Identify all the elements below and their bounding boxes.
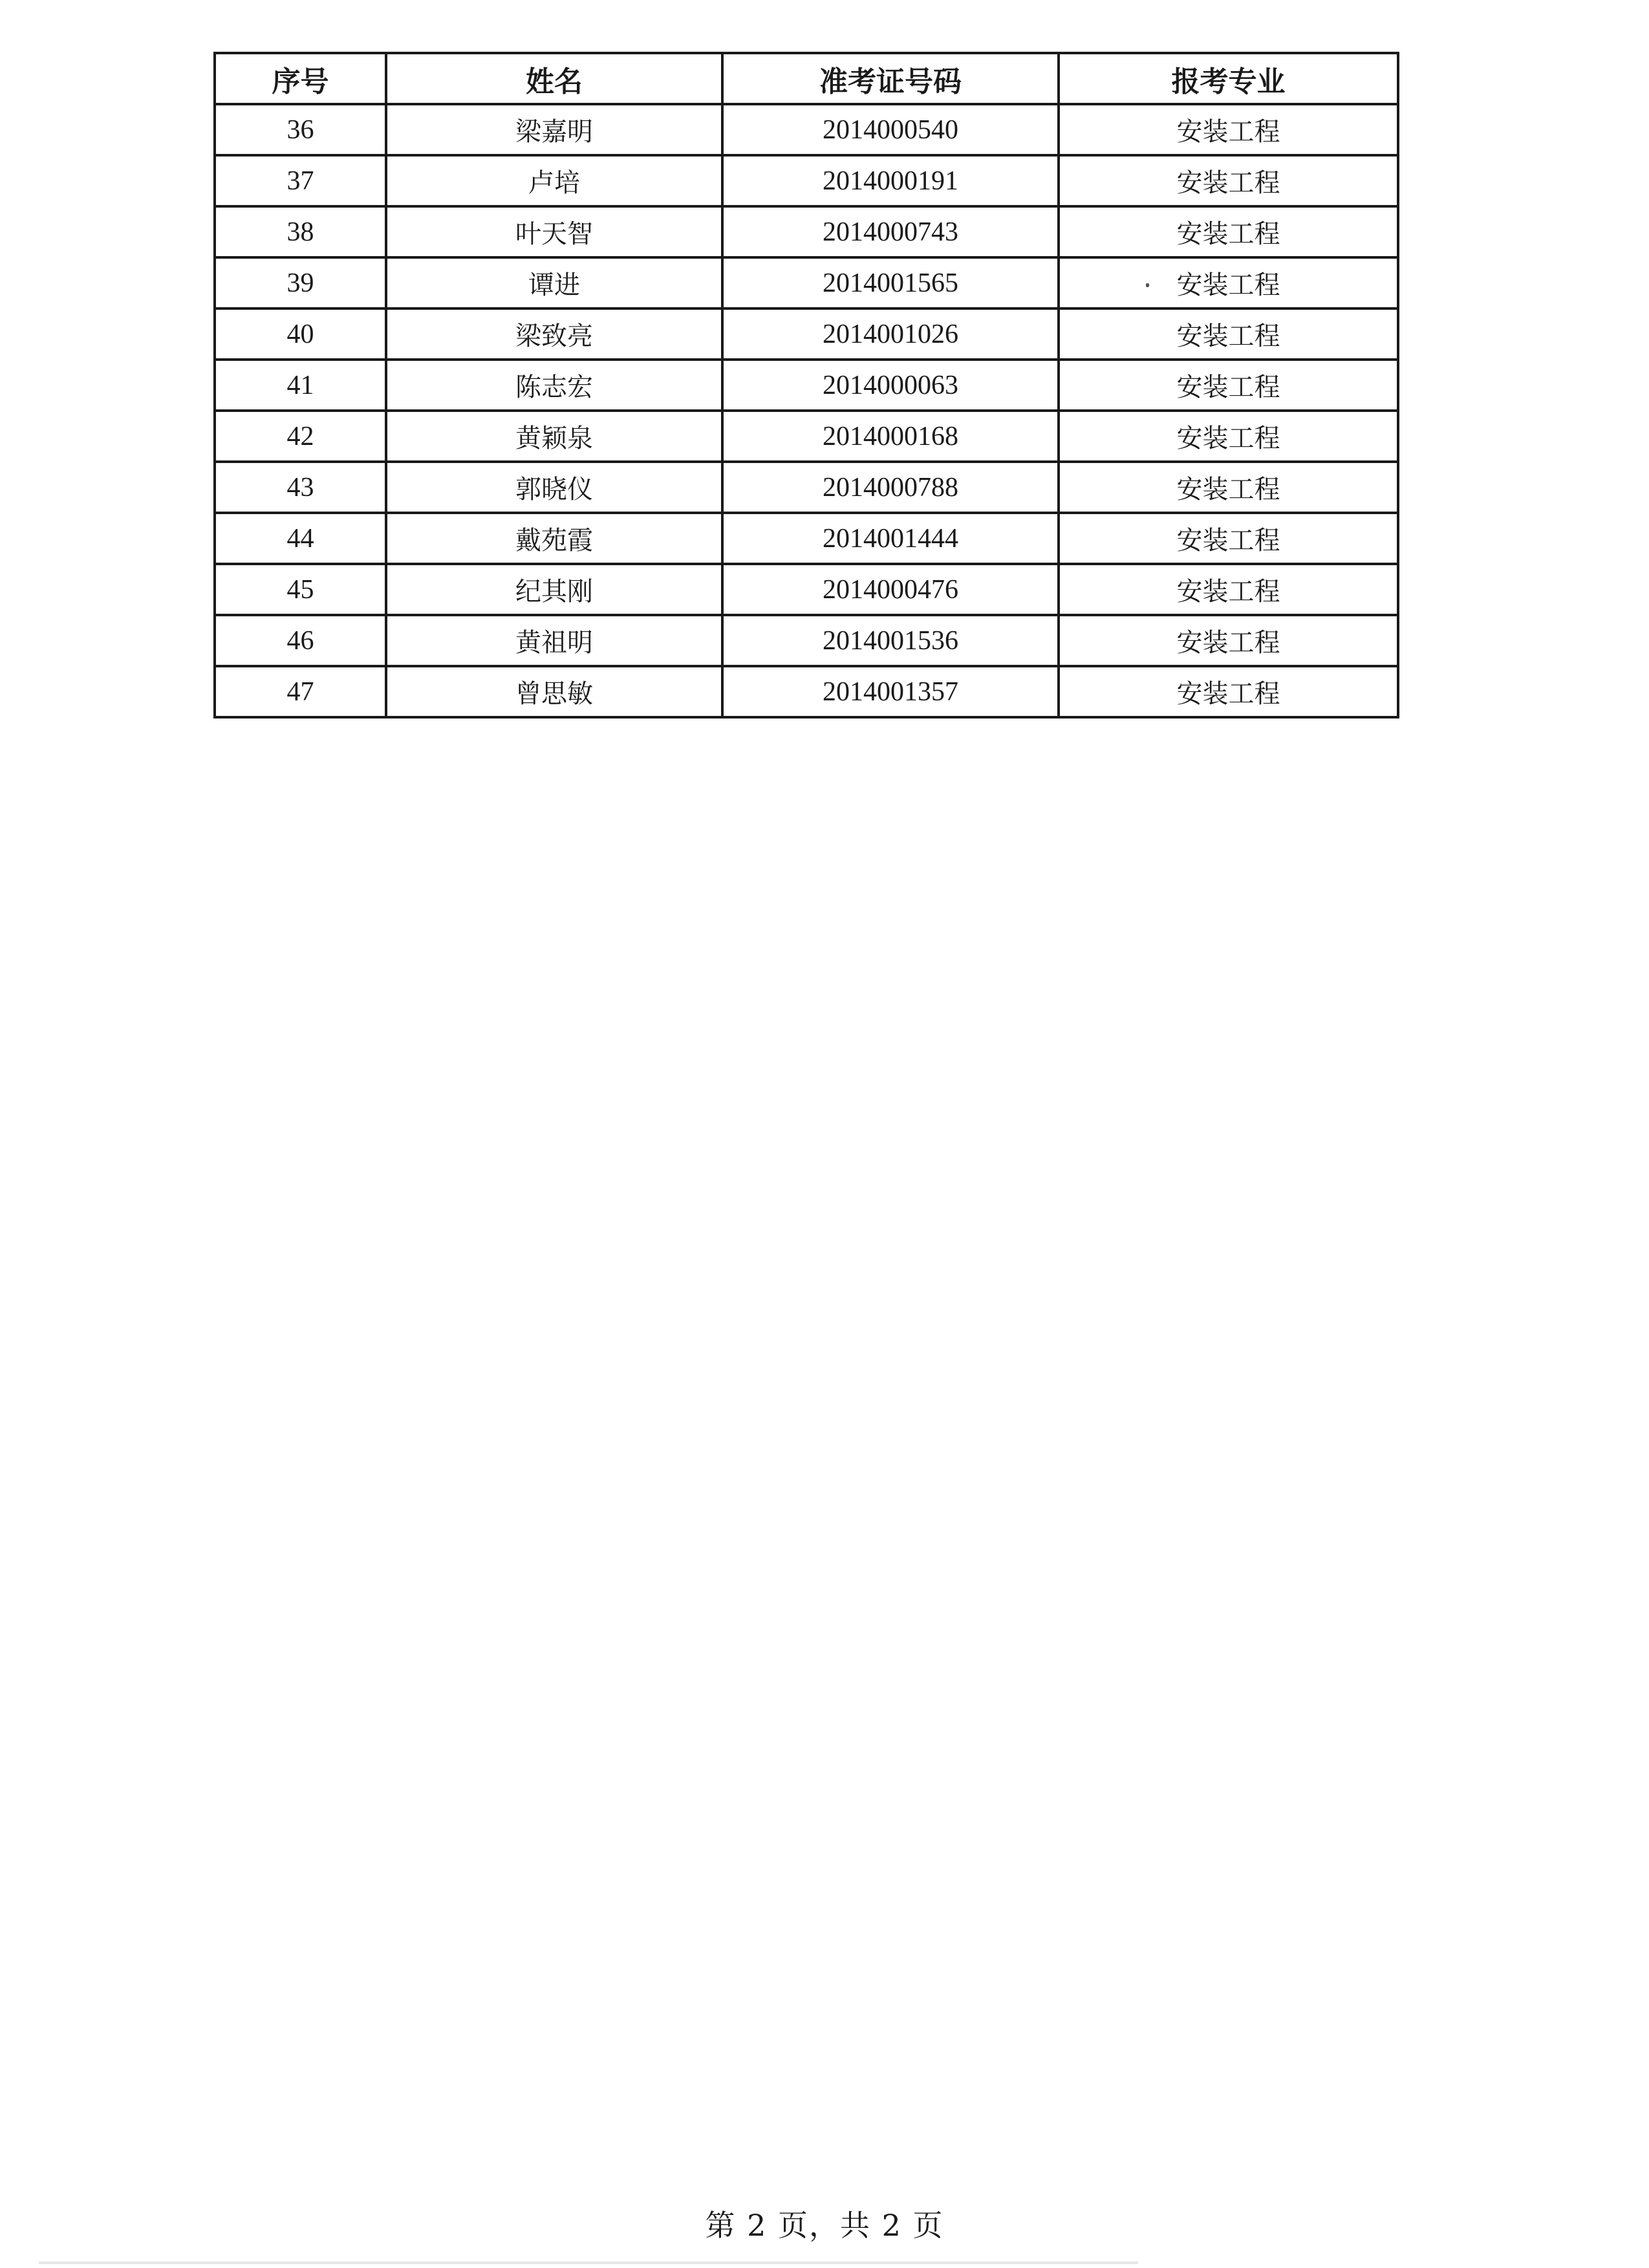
cell-major: 安装工程 — [1059, 666, 1398, 717]
cell-major: 安装工程 — [1059, 462, 1398, 513]
table-row — [215, 513, 1398, 564]
cell-name: 叶天智 — [386, 206, 722, 257]
cell-name: 郭晓仪 — [386, 462, 722, 513]
cell-major: 安装工程 — [1059, 308, 1398, 360]
cell-ticket-number: 2014000168 — [722, 411, 1059, 462]
table-row — [215, 308, 1398, 360]
header-serial-number: 序号 — [215, 53, 386, 104]
cell-name: 谭进 — [386, 257, 722, 308]
table-row — [215, 155, 1398, 206]
cell-major: 安装工程 — [1059, 360, 1398, 411]
cell-ticket-number: 2014001444 — [722, 513, 1059, 564]
table-row — [215, 411, 1398, 462]
header-name: 姓名 — [386, 53, 722, 104]
cell-major: 安装工程 — [1059, 206, 1398, 257]
scan-speck — [1146, 283, 1149, 287]
scan-edge-line — [39, 2262, 1138, 2264]
cell-name: 曾思敏 — [386, 666, 722, 717]
cell-name: 黄颖泉 — [386, 411, 722, 462]
cell-ticket-number: 2014000191 — [722, 155, 1059, 206]
cell-serial-number: 39 — [215, 257, 386, 308]
table-row — [215, 564, 1398, 615]
cell-serial-number: 36 — [215, 104, 386, 155]
cell-ticket-number: 2014001026 — [722, 308, 1059, 360]
cell-ticket-number: 2014000063 — [722, 360, 1059, 411]
cell-serial-number: 45 — [215, 564, 386, 615]
cell-major: 安装工程 — [1059, 411, 1398, 462]
cell-serial-number: 37 — [215, 155, 386, 206]
cell-ticket-number: 2014000743 — [722, 206, 1059, 257]
cell-major: 安装工程 — [1059, 155, 1398, 206]
cell-ticket-number: 2014001357 — [722, 666, 1059, 717]
candidate-table — [213, 52, 1399, 718]
table-row — [215, 206, 1398, 257]
page-number-footer: 第 2 页，共 2 页 — [705, 2208, 944, 2243]
table-header-row — [215, 53, 1398, 104]
cell-major: 安装工程 — [1059, 564, 1398, 615]
cell-serial-number: 46 — [215, 615, 386, 666]
cell-serial-number: 40 — [215, 308, 386, 360]
cell-name: 卢培 — [386, 155, 722, 206]
cell-ticket-number: 2014001536 — [722, 615, 1059, 666]
cell-name: 纪其刚 — [386, 564, 722, 615]
cell-major: 安装工程 — [1059, 615, 1398, 666]
cell-name: 戴苑霞 — [386, 513, 722, 564]
table-row — [215, 615, 1398, 666]
table-row — [215, 462, 1398, 513]
cell-name: 梁嘉明 — [386, 104, 722, 155]
cell-ticket-number: 2014000540 — [722, 104, 1059, 155]
cell-serial-number: 41 — [215, 360, 386, 411]
cell-name: 梁致亮 — [386, 308, 722, 360]
table-row — [215, 104, 1398, 155]
cell-serial-number: 42 — [215, 411, 386, 462]
cell-serial-number: 44 — [215, 513, 386, 564]
cell-name: 陈志宏 — [386, 360, 722, 411]
table-row — [215, 257, 1398, 308]
cell-name: 黄祖明 — [386, 615, 722, 666]
cell-ticket-number: 2014000788 — [722, 462, 1059, 513]
table-body — [215, 104, 1398, 717]
cell-major: 安装工程 — [1059, 104, 1398, 155]
table-row — [215, 666, 1398, 717]
cell-ticket-number: 2014000476 — [722, 564, 1059, 615]
cell-serial-number: 38 — [215, 206, 386, 257]
header-major: 报考专业 — [1059, 53, 1398, 104]
header-ticket-number: 准考证号码 — [722, 53, 1059, 104]
table-row — [215, 360, 1398, 411]
cell-serial-number: 47 — [215, 666, 386, 717]
cell-serial-number: 43 — [215, 462, 386, 513]
cell-ticket-number: 2014001565 — [722, 257, 1059, 308]
cell-major: 安装工程 — [1059, 257, 1398, 308]
cell-major: 安装工程 — [1059, 513, 1398, 564]
